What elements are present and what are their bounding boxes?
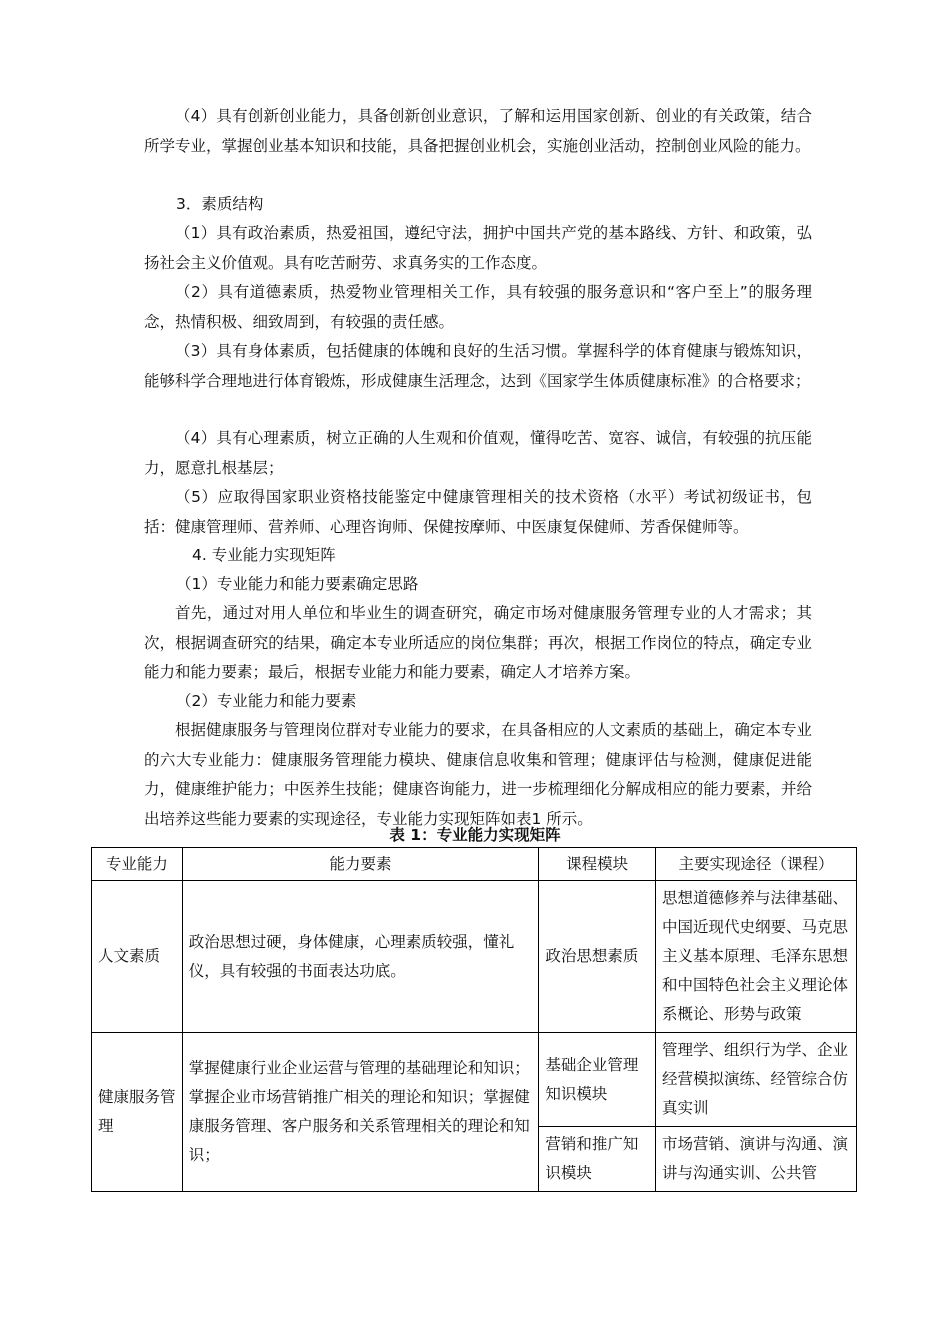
heading-matrix-2: （2）专业能力和能力要素 [176, 692, 357, 710]
heading-matrix-1: （1）专业能力和能力要素确定思路 [176, 575, 419, 593]
cell-courses: 市场营销、演讲与沟通、演讲与沟通实训、公共管 [656, 1127, 857, 1192]
header-courses: 主要实现途径（课程） [656, 848, 857, 881]
paragraph-quality-2: （2）具有道德素质，热爱物业管理相关工作，具有较强的服务意识和“客户至上”的服务理念，热情积极、细致周到，有较强的责任感。 [144, 283, 812, 331]
ability-matrix-table [91, 847, 857, 1192]
table-header-row [92, 848, 857, 881]
cell-module: 基础企业管理知识模块 [539, 1033, 656, 1127]
cell-module: 营销和推广知识模块 [539, 1127, 656, 1192]
paragraph-quality-1: （1）具有政治素质，热爱祖国，遵纪守法，拥护中国共产党的基本路线、方针、和政策，弘扬社会主义价值观。具有吃苦耐劳、求真务实的工作态度。 [144, 224, 812, 272]
header-elements: 能力要素 [182, 848, 539, 881]
cell-ability: 健康服务管理 [92, 1033, 183, 1192]
heading-quality-structure: 3．素质结构 [176, 195, 264, 213]
paragraph-quality-3: （3）具有身体素质，包括健康的体魄和良好的生活习惯。掌握科学的体育健康与锻炼知识，能够科学合理地进行体育锻炼，形成健康生活理念，达到《国家学生体质健康标准》的合格要求； [144, 342, 812, 390]
paragraph-quality-5: （5）应取得国家职业资格技能鉴定中健康管理相关的技术资格（水平）考试初级证书，包括：健康管理师、营养师、心理咨询师、保健按摩师、中医康复保健师、芳香保健师等。 [144, 488, 812, 536]
cell-courses: 管理学、组织行为学、企业经营模拟演练、经管综合仿真实训 [656, 1033, 857, 1127]
table-row [92, 881, 857, 1033]
header-module: 课程模块 [539, 848, 656, 881]
cell-elements: 政治思想过硬，身体健康，心理素质较强，懂礼仪，具有较强的书面表达功底。 [182, 881, 539, 1033]
cell-module: 政治思想素质 [539, 881, 656, 1033]
header-ability: 专业能力 [92, 848, 183, 881]
paragraph-innovation: （4）具有创新创业能力，具备创新创业意识，了解和运用国家创新、创业的有关政策，结合所学专业，掌握创业基本知识和技能，具备把握创业机会，实施创业活动，控制创业风险的能力。 [144, 107, 812, 155]
table-caption: 表 1：专业能力实现矩阵 [389, 826, 561, 844]
paragraph-matrix-2: 根据健康服务与管理岗位群对专业能力的要求，在具备相应的人文素质的基础上，确定本专业的六大专业能力：健康服务管理能力模块、健康信息收集和管理；健康评估与检测，健康促进能力，健康维护能力；中医养生技能；健康咨询能力，进一步梳理细化分解成相应的能力要素，并给出培养这些能力要素的实现途径，专业能力实现矩阵如表1 所示。 [144, 721, 812, 828]
heading-ability-matrix: 4. 专业能力实现矩阵 [192, 546, 336, 564]
cell-courses: 思想道德修养与法律基础、中国近现代史纲要、马克思主义基本原理、毛泽东思想和中国特色社会主义理论体系概论、形势与政策 [656, 881, 857, 1033]
cell-ability: 人文素质 [92, 881, 183, 1033]
table-row [92, 1033, 857, 1127]
cell-elements: 掌握健康行业企业运营与管理的基础理论和知识；掌握企业市场营销推广相关的理论和知识；掌握健康服务管理、客户服务和关系管理相关的理论和知识； [182, 1033, 539, 1192]
paragraph-matrix-1: 首先，通过对用人单位和毕业生的调查研究，确定市场对健康服务管理专业的人才需求；其次，根据调查研究的结果，确定本专业所适应的岗位集群；再次，根据工作岗位的特点，确定专业能力和能力要素；最后，根据专业能力和能力要素，确定人才培养方案。 [144, 604, 812, 681]
paragraph-quality-4: （4）具有心理素质，树立正确的人生观和价值观，懂得吃苦、宽容、诚信，有较强的抗压能力，愿意扎根基层； [144, 429, 812, 477]
